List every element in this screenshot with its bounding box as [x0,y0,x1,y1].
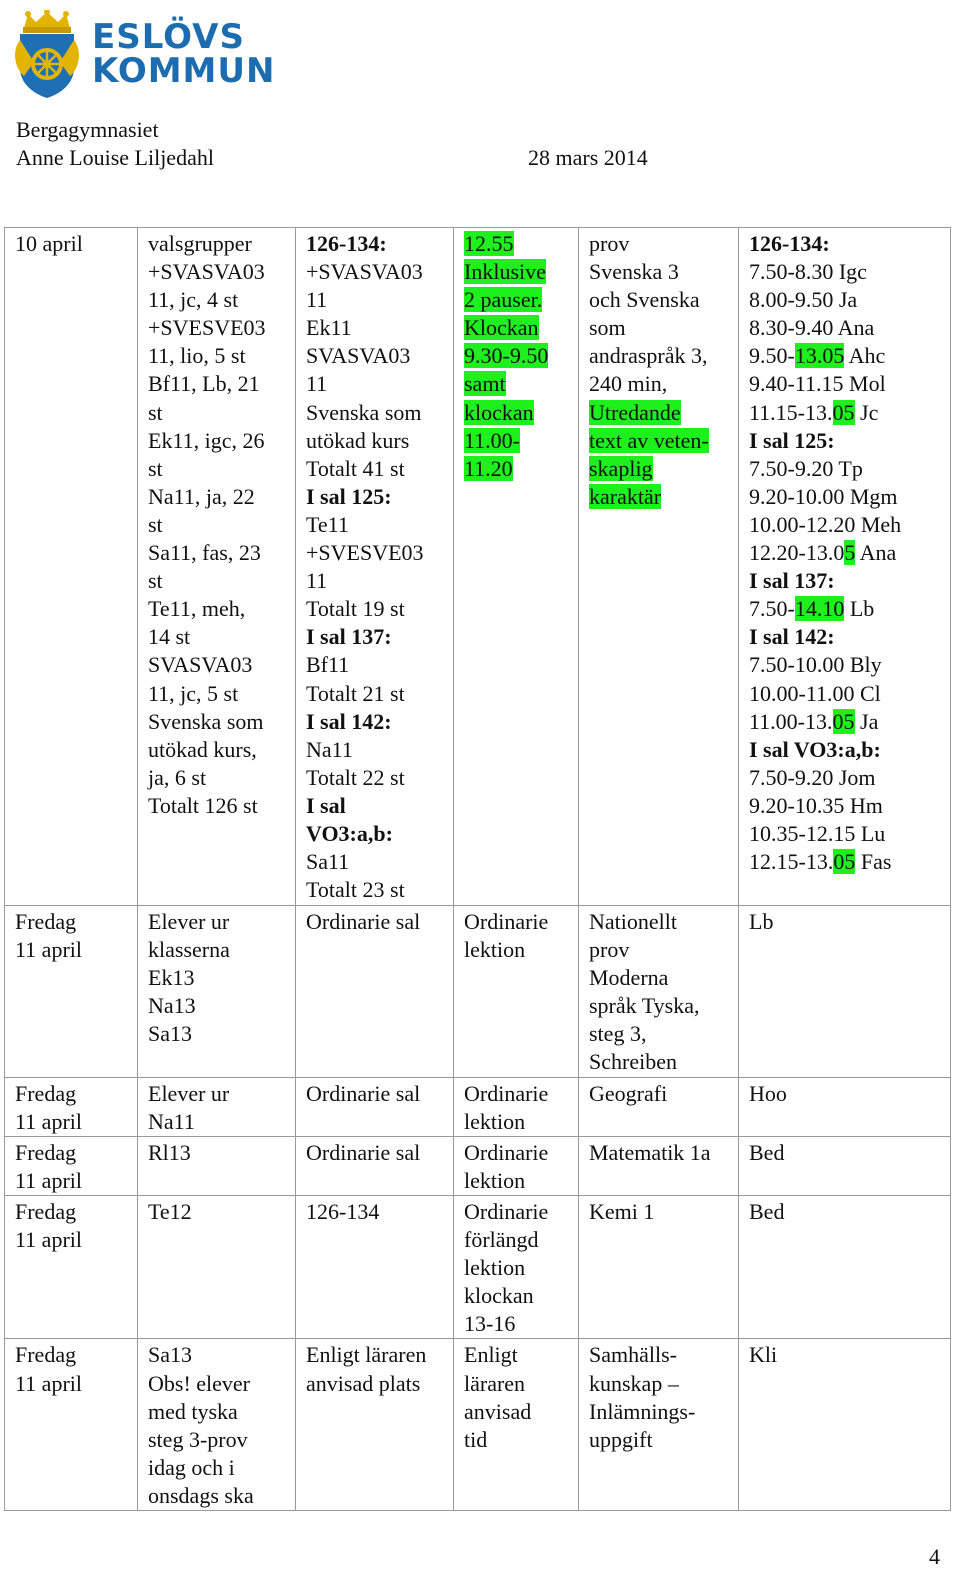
highlighted-text: 11.20 [464,455,513,481]
cell-text-line: Svenska 3 [589,259,679,285]
logo-text-line2: KOMMUN [92,51,276,91]
cell-text-line: I sal 125: [306,483,392,509]
highlighted-text: 13.05 [794,343,845,369]
cell-subject [579,1077,739,1136]
highlighted-text: 14.10 [794,596,845,622]
cell-text-line: 12.20-13.05 Ana [749,540,897,566]
cell-text-line: +SVASVA03 [148,259,265,285]
cell-text-line [464,455,568,483]
cell-text-line: utökad kurs [306,427,410,453]
cell-text-line: +SVESVE03 [148,315,266,341]
cell-text-line: Ordinarie sal [306,1080,421,1106]
highlighted-text: skaplig [589,455,653,481]
cell-text-line [464,286,568,314]
cell-text-line: 12.15-13.05 Fas [749,849,892,875]
cell-text-line: Totalt 126 st [148,792,258,818]
cell-text-line: Enligt [464,1342,518,1368]
cell-date [5,1077,138,1136]
cell-text-line: lektion [464,937,526,963]
cell-subject [579,906,739,1078]
cell-text-line: 11.00-13.05 Ja [749,708,879,734]
highlighted-text: karaktär [589,483,662,509]
cell-groups [138,906,296,1078]
cell-text-line: idag och i [148,1454,235,1480]
cell-text-line: Na11 [306,736,353,762]
cell-text-line: Na13 [148,993,196,1019]
cell-text-line: Ordinarie sal [306,909,421,934]
schedule-table [4,227,951,1511]
cell-teacher [739,1136,951,1195]
cell-text-line: SVASVA03 [306,343,411,369]
cell-text-line: Svenska som [148,708,264,734]
cell-groups [138,228,296,906]
cell-text-line: prov [589,231,630,256]
highlighted-text: Inklusive [464,259,546,285]
highlighted-text: 05 [832,399,855,425]
highlighted-text: text av veten- [589,427,709,453]
table-row [5,1136,951,1195]
highlighted-text: 12.55 [464,231,514,256]
cell-text-line: Bed [749,1198,785,1224]
cell-text-line: 9.40-11.15 Mol [749,371,886,397]
table-row [5,228,951,906]
cell-time [454,1077,579,1136]
cell-text-line: utökad kurs, [148,736,257,762]
cell-text-line: Ordinarie sal [306,1139,421,1165]
cell-text-line: som [589,315,626,341]
cell-text-line: 10.00-12.20 Meh [749,511,902,537]
cell-text-line: Sa11 [306,849,350,875]
cell-text-line: uppgift [589,1426,653,1452]
cell-text-line [464,258,568,286]
cell-text-line: Totalt 41 st [306,455,405,481]
cell-text-line: SVASVA03 [148,652,253,678]
cell-room [296,1136,454,1195]
cell-room [296,906,454,1078]
cell-text-line: I sal 137: [306,624,392,650]
cell-text-line: I sal 142: [749,624,835,650]
cell-text-line: Totalt 19 st [306,596,405,622]
cell-subject [579,1195,739,1338]
cell-text-line: Na11, ja, 22 [148,483,255,509]
cell-room [296,1339,454,1511]
cell-text-line: Sa13 [148,1021,192,1047]
cell-groups [138,1339,296,1511]
cell-text-line: Samhälls- [589,1342,677,1368]
eslovs-kommun-logo [14,10,275,98]
cell-time [454,1136,579,1195]
cell-text-line: Hoo [749,1080,787,1106]
cell-text-line: I sal 125: [749,427,835,453]
cell-text-line: lektion [464,1108,526,1134]
cell-groups [138,1195,296,1338]
cell-text-line: Fredag [15,1080,77,1106]
cell-date [5,1136,138,1195]
cell-text-line: 11 april [15,1227,82,1253]
cell-text-line [589,427,728,455]
cell-text-line: 14 st [148,624,191,650]
cell-text-line: Bf11 [306,652,350,678]
cell-time [454,228,579,906]
highlighted-text: 05 [833,849,856,875]
cell-text-line: Bed [749,1139,785,1165]
cell-text-line: Lb [749,909,774,934]
cell-text-line: 9.20-10.00 Mgm [749,483,898,509]
cell-text-line: Na11 [148,1108,195,1134]
cell-text-line: Kemi 1 [589,1198,655,1224]
highlighted-text: samt [464,371,506,397]
cell-text-line: prov [589,937,630,963]
cell-time [454,1195,579,1338]
cell-text-line: steg 3, [589,1021,647,1047]
cell-room [296,1077,454,1136]
cell-text-line: Rl13 [148,1139,191,1165]
cell-date [5,1195,138,1338]
cell-text-line: st [148,455,163,481]
cell-text-line: +SVESVE03 [306,540,424,566]
cell-text-line: Ordinarie [464,909,549,934]
cell-text-line: Ordinarie [464,1198,549,1224]
highlighted-text: Utredande [589,399,681,425]
cell-teacher [739,1339,951,1511]
table-row [5,906,951,1078]
cell-text-line: Ordinarie [464,1139,549,1165]
cell-text-line: Te12 [148,1198,192,1224]
cell-text-line [464,399,568,427]
cell-text-line: 11, jc, 4 st [148,287,239,313]
cell-text-line: Ordinarie [464,1080,549,1106]
cell-text-line: 11 april [15,1370,82,1396]
highlighted-text: Klockan [464,315,539,341]
cell-text-line: Totalt 23 st [306,877,405,903]
cell-text-line: Fredag [15,1198,77,1224]
cell-subject [579,1339,739,1511]
cell-text-line: tid [464,1426,488,1452]
cell-text-line: 10 april [15,231,83,256]
cell-text-line: I sal 137: [749,568,835,594]
highlighted-text: 11.00- [464,427,521,453]
cell-text-line: Elever ur [148,909,230,934]
highlighted-text: klockan [464,399,534,425]
logo-text-line1: ESLÖVS [92,17,245,57]
cell-text-line: lektion [464,1255,526,1281]
cell-text-line: Enligt läraren [306,1342,427,1368]
table-row [5,1077,951,1136]
cell-text-line: Inlämnings- [589,1398,696,1424]
cell-text-line [464,427,568,455]
cell-text-line: andraspråk 3, [589,343,708,369]
cell-text-line: 13-16 [464,1311,516,1337]
cell-date [5,228,138,906]
cell-text-line: 11 april [15,1108,82,1134]
cell-text-line: anvisad [464,1398,532,1424]
cell-teacher [739,1077,951,1136]
cell-text-line: 126-134: [306,231,387,256]
cell-text-line: 11, jc, 5 st [148,680,239,706]
cell-text-line: Matematik 1a [589,1139,711,1165]
cell-text-line: st [148,511,163,537]
cell-date [5,1339,138,1511]
cell-text-line [589,483,728,511]
cell-text-line: Fredag [15,1139,77,1165]
cell-text-line: Sa13 [148,1342,192,1368]
cell-text-line: och Svenska [589,287,700,313]
cell-text-line: läraren [464,1370,526,1396]
highlighted-text: 2 pauser. [464,287,543,313]
cell-text-line: Bf11, Lb, 21 [148,371,260,397]
cell-text-line: 8.00-9.50 Ja [749,287,858,313]
cell-text-line: Ek11, igc, 26 [148,427,265,453]
cell-text-line: onsdags ska [148,1482,254,1508]
cell-text-line: Fredag [15,909,77,934]
cell-text-line: I sal 142: [306,708,392,734]
cell-text-line: Totalt 21 st [306,680,405,706]
municipal-crest-icon [14,10,80,98]
cell-text-line: Kli [749,1342,778,1368]
cell-teacher [739,1195,951,1338]
cell-text-line [464,370,568,398]
cell-text-line: med tyska [148,1398,238,1424]
cell-text-line: anvisad plats [306,1370,421,1396]
cell-text-line: kunskap – [589,1370,679,1396]
cell-text-line: 10.00-11.00 Cl [749,680,881,706]
cell-text-line: 7.50-9.20 Tp [749,455,863,481]
highlighted-text: 9.30-9.50 [464,343,549,369]
school-name: Bergagymnasiet [16,117,159,142]
cell-text-line: I sal VO3:a,b: [749,736,881,762]
cell-text-line: 8.30-9.40 Ana [749,315,875,341]
cell-text-line: 9.50-13.05 Ahc [749,343,886,369]
cell-text-line: klasserna [148,937,230,963]
cell-text-line: VO3:a,b: [306,820,393,846]
cell-text-line: 7.50-14.10 Lb [749,596,875,622]
cell-text-line [589,399,728,427]
cell-text-line: 10.35-12.15 Lu [749,820,886,846]
cell-text-line: 11 [306,371,328,397]
cell-room [296,1195,454,1338]
cell-text-line [464,342,568,370]
table-row [5,1339,951,1511]
cell-text-line: valsgrupper [148,231,252,256]
cell-text-line: förlängd [464,1227,539,1253]
cell-text-line: Sa11, fas, 23 [148,540,261,566]
cell-time [454,906,579,1078]
cell-subject [579,1136,739,1195]
cell-text-line: 11, lio, 5 st [148,343,246,369]
cell-text-line: ja, 6 st [148,764,207,790]
cell-teacher [739,906,951,1078]
cell-text-line: st [148,568,163,594]
table-row [5,1195,951,1338]
cell-teacher [739,228,951,906]
cell-text-line: 240 min, [589,371,668,397]
cell-text-line: Fredag [15,1342,77,1368]
cell-text-line: steg 3-prov [148,1426,248,1452]
cell-text-line: Ek11 [306,315,352,341]
page-number: 4 [929,1544,940,1569]
cell-text-line: 11.15-13.05 Jc [749,399,879,425]
cell-text-line [589,455,728,483]
cell-text-line: språk Tyska, [589,993,700,1019]
cell-text-line: Moderna [589,965,669,991]
cell-text-line: Schreiben [589,1049,677,1075]
document-date: 28 mars 2014 [528,145,648,170]
cell-text-line: 11 april [15,1167,82,1193]
cell-text-line: 7.50-10.00 Bly [749,652,882,678]
cell-groups [138,1077,296,1136]
cell-text-line: Elever ur [148,1080,230,1106]
cell-text-line: Totalt 22 st [306,764,405,790]
cell-text-line: Nationellt [589,909,677,934]
cell-text-line: 7.50-9.20 Jom [749,764,876,790]
cell-text-line: 11 [306,287,328,313]
cell-text-line: st [148,399,163,425]
cell-text-line: Te11, meh, [148,596,246,622]
cell-text-line: I sal [306,792,346,818]
cell-text-line: 7.50-8.30 Igc [749,259,867,285]
highlighted-text: 05 [832,708,855,734]
cell-text-line: Ek13 [148,965,195,991]
cell-text-line: 126-134 [306,1198,380,1224]
cell-text-line: Svenska som [306,399,422,425]
cell-room [296,228,454,906]
cell-text-line: klockan [464,1283,534,1309]
cell-groups [138,1136,296,1195]
cell-time [454,1339,579,1511]
cell-text-line: Obs! elever [148,1370,251,1396]
cell-text-line: Geografi [589,1080,668,1106]
cell-text-line: +SVASVA03 [306,259,423,285]
cell-text-line: Te11 [306,511,349,537]
cell-text-line: 126-134: [749,231,830,256]
cell-text-line: lektion [464,1167,526,1193]
cell-text-line [464,230,568,258]
cell-text-line: 9.20-10.35 Hm [749,792,883,818]
cell-date [5,906,138,1078]
cell-text-line: 11 april [15,937,82,963]
author-name: Anne Louise Liljedahl [16,145,214,170]
highlighted-text: 5 [844,540,856,566]
cell-text-line [464,314,568,342]
cell-text-line: 11 [306,568,328,594]
cell-subject [579,228,739,906]
